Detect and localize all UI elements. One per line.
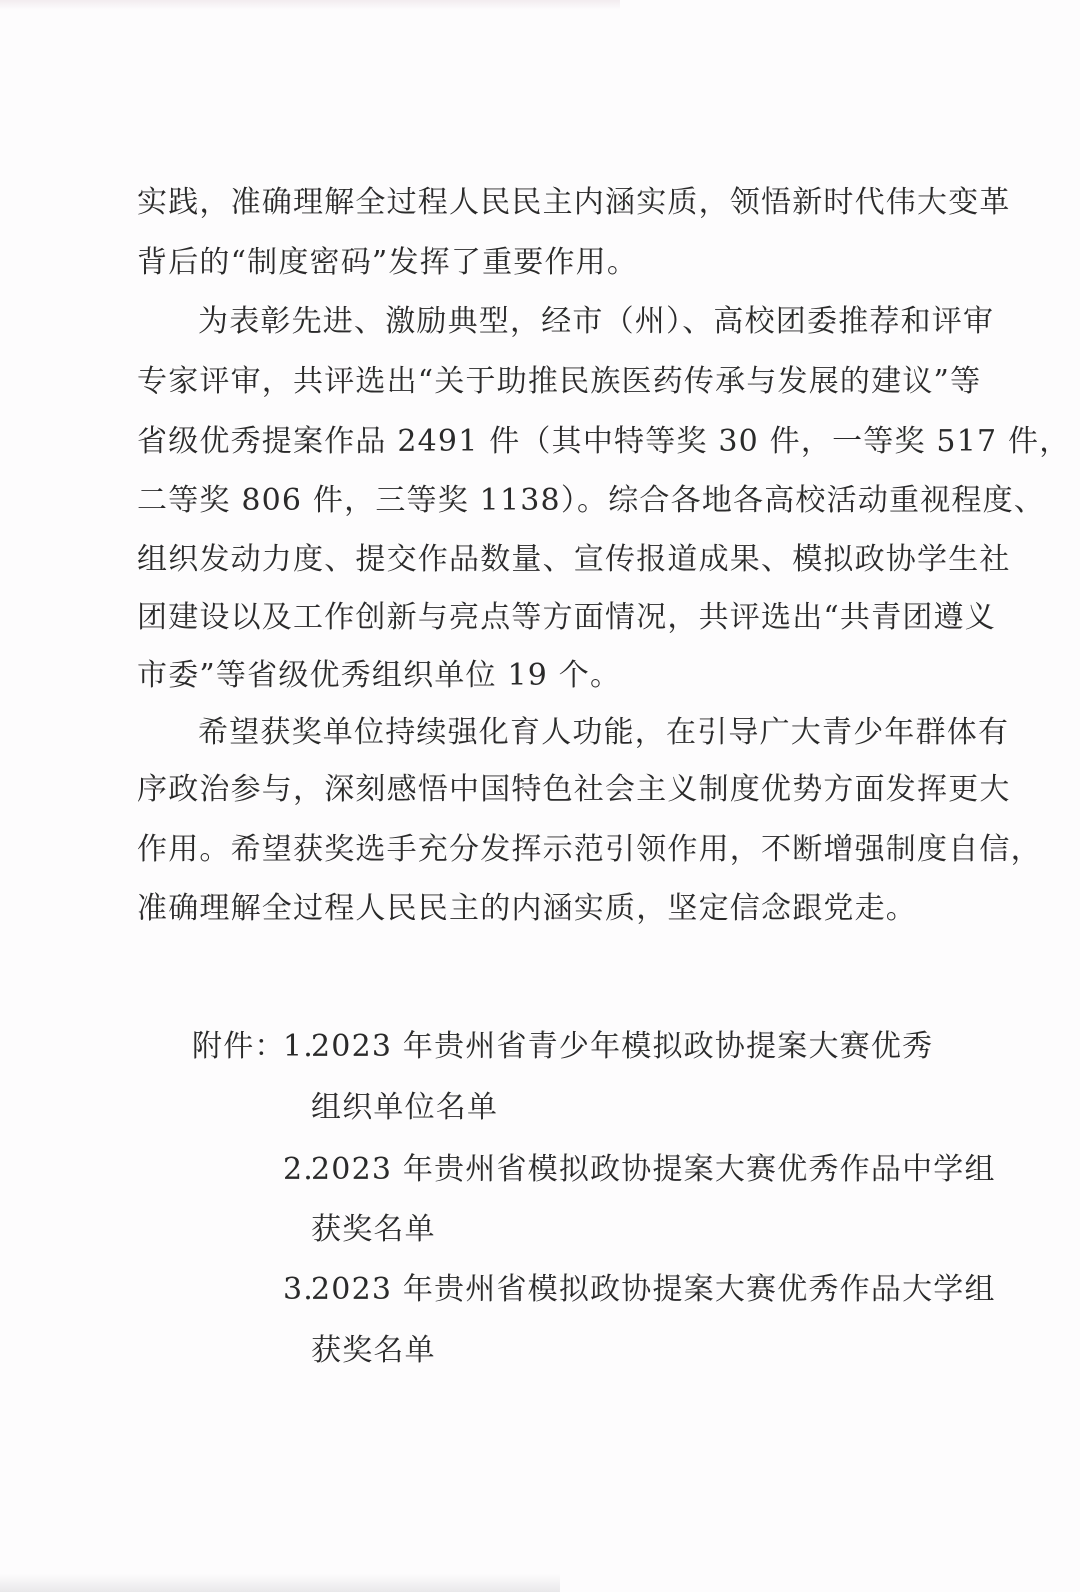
text-line: 组织发动力度、提交作品数量、宣传报道成果、模拟政协学生社 — [137, 542, 1011, 577]
text-line: 团建设以及工作创新与亮点等方面情况，共评选出“共青团遵义 — [137, 600, 996, 635]
text-line: 专家评审，共评选出“关于助推民族医药传承与发展的建议”等 — [137, 364, 982, 399]
attachment-title-cont: 获奖名单 — [311, 1333, 436, 1368]
text-line: 市委”等省级优秀组织单位 19 个。 — [137, 658, 622, 693]
attachment-title: 2023 年贵州省模拟政协提案大赛优秀作品中学组 — [311, 1152, 996, 1187]
text-line: 希望获奖单位持续强化育人功能，在引导广大青少年群体有 — [198, 715, 1010, 750]
text-line: 为表彰先进、激励典型，经市（州）、高校团委推荐和评审 — [198, 304, 995, 339]
attachment-title: 2023 年贵州省青少年模拟政协提案大赛优秀 — [311, 1029, 934, 1064]
text-line: 背后的“制度密码”发挥了重要作用。 — [137, 245, 639, 280]
attachment-title-cont: 获奖名单 — [311, 1212, 436, 1247]
attachment-number: 3. — [283, 1272, 315, 1307]
attachment-title-cont: 组织单位名单 — [311, 1090, 499, 1125]
attachments-label: 附件： — [192, 1029, 286, 1064]
text-line: 作用。希望获奖选手充分发挥示范引领作用，不断增强制度自信， — [137, 832, 1042, 867]
attachment-number: 2. — [283, 1152, 315, 1187]
text-line: 序政治参与，深刻感悟中国特色社会主义制度优势方面发挥更大 — [137, 772, 1011, 807]
attachment-title: 2023 年贵州省模拟政协提案大赛优秀作品大学组 — [311, 1272, 996, 1307]
text-line: 实践，准确理解全过程人民民主内涵实质，领悟新时代伟大变革 — [137, 185, 1011, 220]
text-line: 省级优秀提案作品 2491 件（其中特等奖 30 件，一等奖 517 件， — [137, 424, 1071, 459]
text-line: 准确理解全过程人民民主的内涵实质，坚定信念跟党走。 — [137, 891, 917, 926]
text-line: 二等奖 806 件，三等奖 1138）。综合各地各高校活动重视程度、 — [137, 483, 1046, 518]
attachment-number: 1. — [283, 1029, 315, 1064]
